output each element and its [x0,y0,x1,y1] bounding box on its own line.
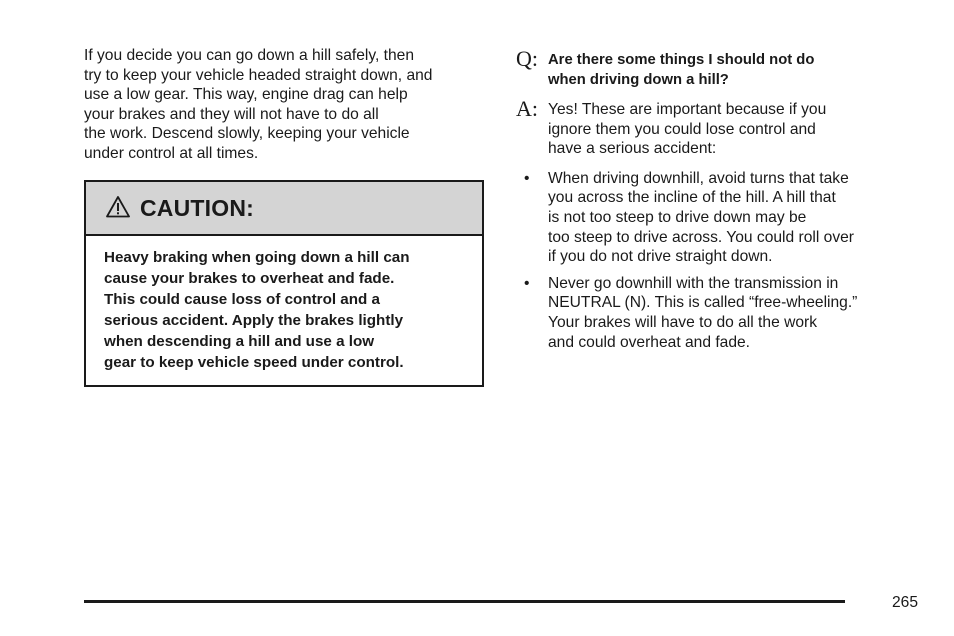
intro-paragraph [84,46,494,164]
answer-bullet-list [516,169,916,352]
caution-title: CAUTION: [140,194,255,221]
caution-text [86,236,482,373]
caution-line: when descending a hill and use a low [104,333,375,350]
intro-line: try to keep your vehicle headed straight down, and [84,66,433,84]
bullet-line: too steep to drive across. You could roll over [548,228,854,246]
list-item [516,169,916,267]
footer-rule [84,600,845,603]
intro-line: If you decide you can go down a hill safely, then [84,47,414,64]
question-block [516,46,916,90]
caution-header [86,182,482,236]
caution-line: Heavy braking when going down a hill can [104,249,410,266]
answer-text [548,100,916,159]
caution-line: gear to keep vehicle speed under control. [104,354,404,371]
answer-line: Yes! These are important because if you [548,101,827,118]
bullet-line: is not too steep to drive down may be [548,208,807,226]
answer-block [516,96,916,159]
intro-line: your brakes and they will not have to do all [84,105,379,123]
bullet-line: Never go downhill with the transmission in [548,274,839,292]
caution-line: cause your brakes to overheat and fade. [104,270,395,287]
question-mark-label: Q: [516,46,538,71]
intro-line: use a low gear. This way, engine drag can help [84,86,408,104]
bullet-line: NEUTRAL (N). This is called “free-wheeling.” [548,294,858,312]
warning-triangle-icon [106,195,130,219]
left-column [84,46,494,164]
list-item [516,274,916,352]
bullet-line: you across the incline of the hill. A hill that [548,189,836,207]
answer-mark-label: A: [516,96,538,121]
bullet-icon: • [524,274,530,292]
question-line: Are there some things I should not do [548,52,815,68]
bullet-line: if you do not drive straight down. [548,248,773,266]
page-number: 265 [891,594,918,611]
intro-line: the work. Descend slowly, keeping your vehicle [84,125,410,143]
caution-box [84,180,484,387]
question-line: when driving down a hill? [548,72,729,88]
intro-line: under control at all times. [84,144,259,162]
answer-line: ignore them you could lose control and [548,120,816,138]
question-text [548,50,916,90]
caution-line: This could cause loss of control and a [104,291,380,308]
right-column [516,46,916,359]
bullet-line: When driving downhill, avoid turns that take [548,169,849,187]
bullet-line: Your brakes will have to do all the work [548,313,817,331]
caution-line: serious accident. Apply the brakes lightly [104,312,404,329]
answer-line: have a serious accident: [548,140,717,158]
bullet-line: and could overheat and fade. [548,333,751,351]
bullet-icon: • [524,169,530,187]
